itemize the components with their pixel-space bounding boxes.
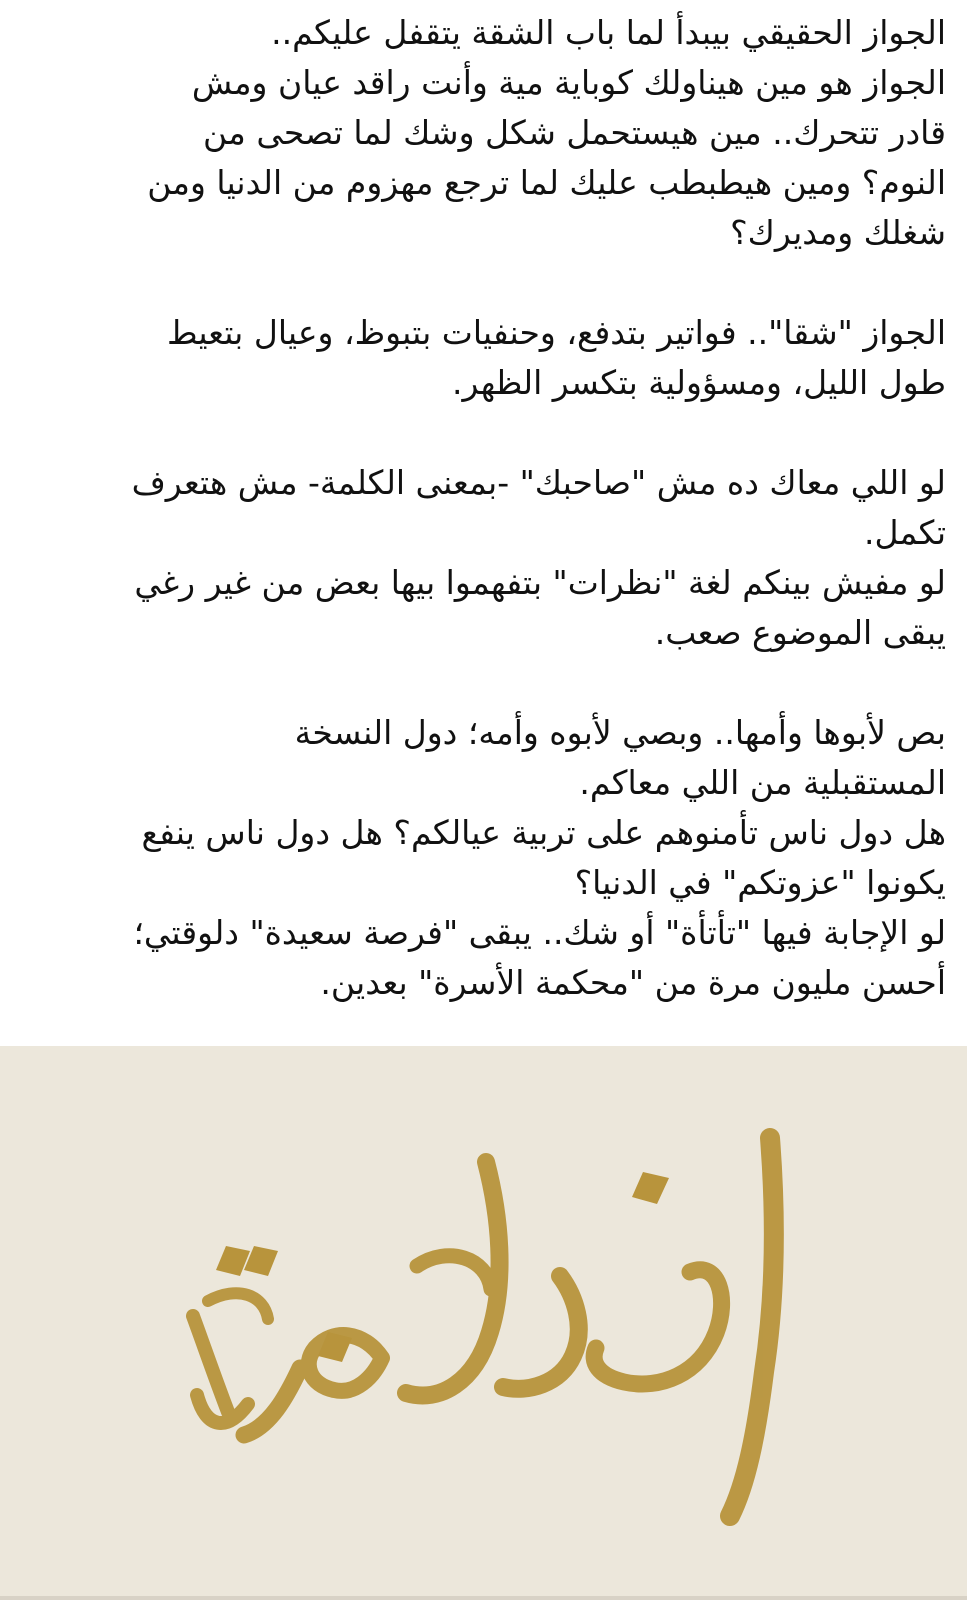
post-line: قادر تتحرك.. مين هيستحمل شكل وشك لما تصحى من — [203, 113, 946, 152]
post-line: تكمل. — [864, 513, 946, 552]
post-line: الجواز "شقا".. فواتير بتدفع، وحنفيات بتبوظ، وعيال بتعيط — [167, 313, 946, 352]
post-line: أحسن مليون مرة من "محكمة الأسرة" بعدين. — [320, 963, 946, 1002]
post-line: بص لأبوها وأمها.. وبصي لأبوه وأمه؛ دول النسخة — [294, 713, 946, 752]
paragraph-gap — [26, 658, 946, 708]
calligraphy-dots — [216, 1172, 669, 1362]
post-text — [26, 8, 946, 1008]
screenshot-bottom-edge — [0, 1596, 967, 1600]
post-line: الجواز الحقيقي بيبدأ لما باب الشقة يتقفل عليكم.. — [271, 13, 946, 52]
paragraph-gap — [26, 408, 946, 458]
calligraphy-artwork — [0, 1046, 967, 1596]
post-line: يبقى الموضوع صعب. — [654, 613, 946, 652]
post-line: طول الليل، ومسؤولية بتكسر الظهر. — [452, 363, 946, 402]
post-line: شغلك ومديرك؟ — [730, 213, 946, 252]
gold-calligraphy-strokes — [193, 1138, 774, 1516]
calligraphy-image — [0, 1046, 967, 1596]
post-line: لو الإجابة فيها "تأتأة" أو شك.. يبقى "فرصة سعيدة" دلوقتي؛ — [133, 913, 946, 952]
post-line: يكونوا "عزوتكم" في الدنيا؟ — [574, 863, 946, 902]
paragraph-gap — [26, 258, 946, 308]
post-line: النوم؟ ومين هيطبطب عليك لما ترجع مهزوم من الدنيا ومن — [147, 163, 946, 202]
post-line: لو اللي معاك ده مش "صاحبك" -بمعنى الكلمة- مش هتعرف — [131, 463, 946, 502]
post-line: هل دول ناس تأمنوهم على تربية عيالكم؟ هل دول ناس ينفع — [141, 813, 946, 852]
post-line: المستقبلية من اللي معاكم. — [579, 763, 946, 802]
post-line: الجواز هو مين هيناولك كوباية مية وأنت راقد عيان ومش — [191, 63, 946, 102]
post-line: لو مفيش بينكم لغة "نظرات" بتفهموا بيها بعض من غير رغي — [134, 563, 946, 602]
